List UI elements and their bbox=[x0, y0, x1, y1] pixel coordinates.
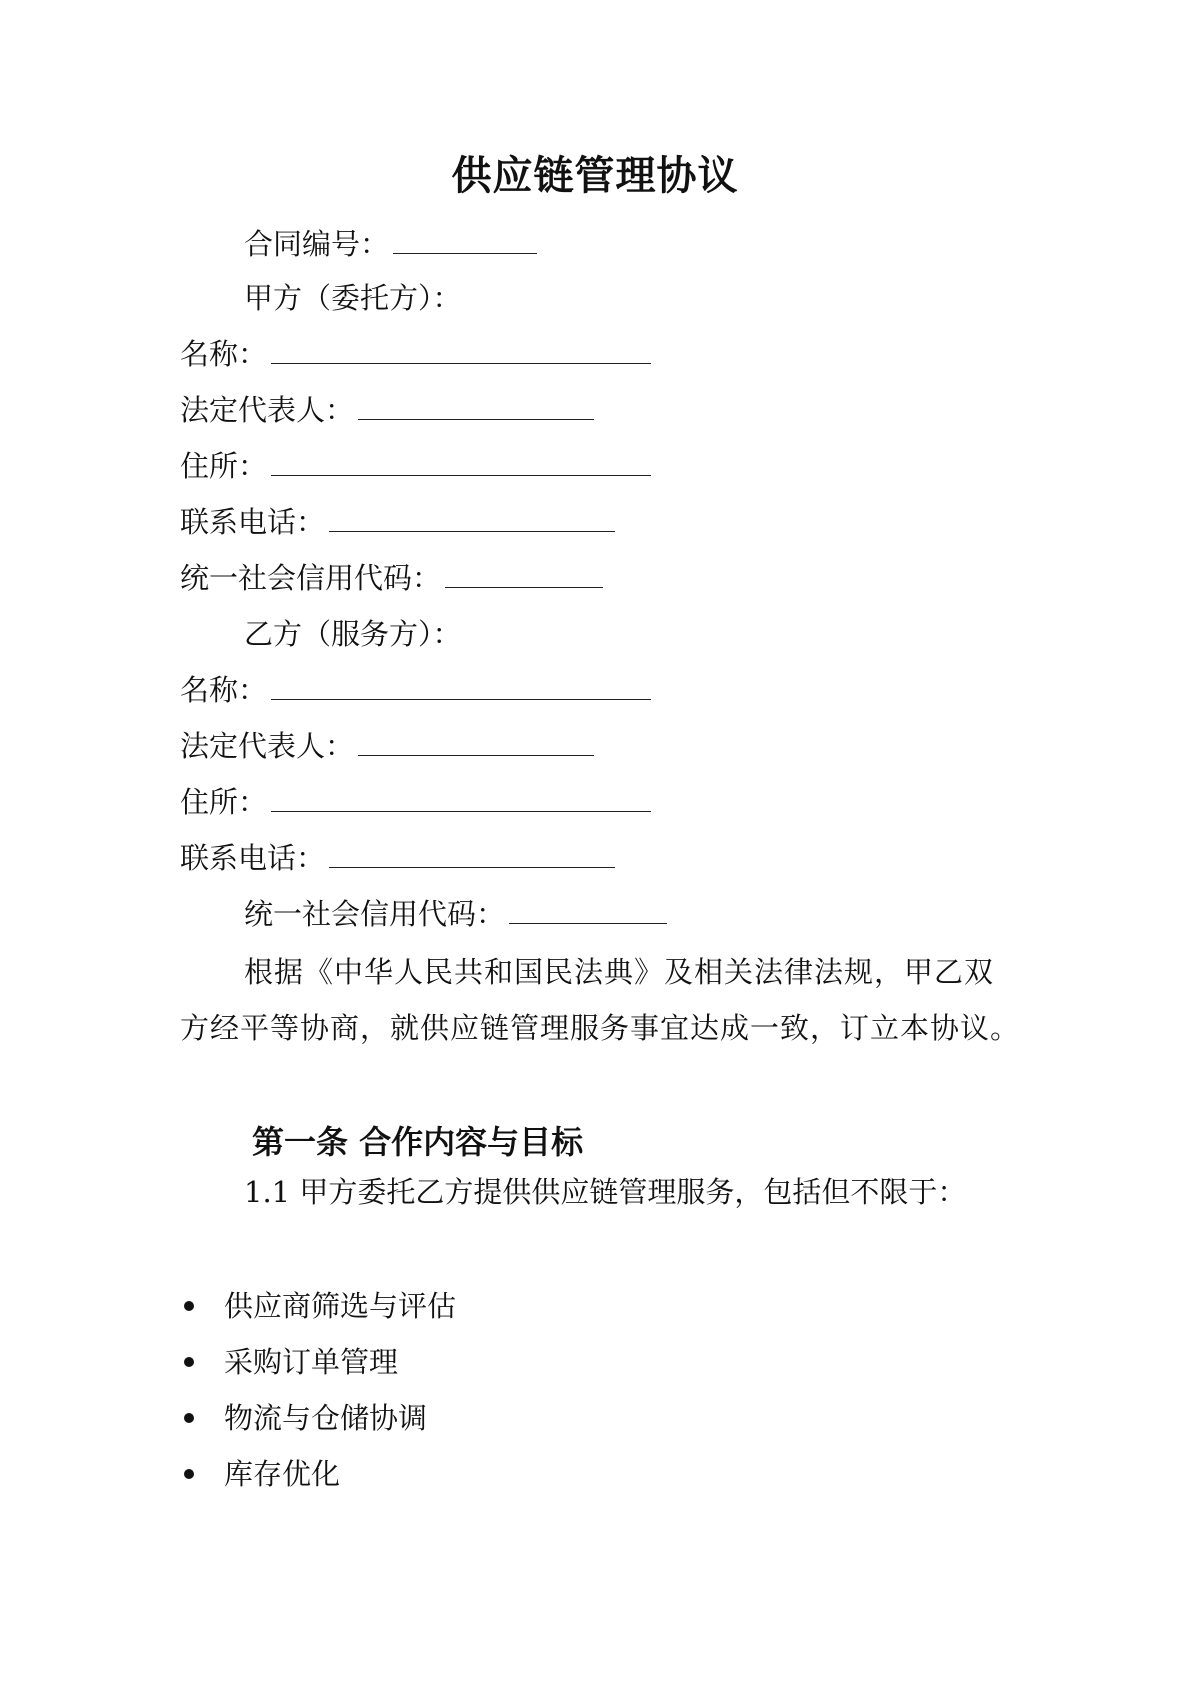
party-b-phone-label: 联系电话： bbox=[180, 841, 326, 875]
party-a-phone-line bbox=[180, 502, 615, 542]
party-a-rep-blank[interactable] bbox=[358, 395, 594, 420]
party-a-address-line bbox=[180, 446, 651, 486]
bullet-icon bbox=[184, 1413, 194, 1423]
bullet-icon bbox=[184, 1357, 194, 1367]
list-item-text: 采购订单管理 bbox=[224, 1345, 399, 1379]
party-a-name-line bbox=[180, 334, 651, 374]
bullet-icon bbox=[184, 1301, 194, 1311]
party-b-phone-line bbox=[180, 838, 615, 878]
party-b-rep-blank[interactable] bbox=[358, 731, 594, 756]
clause-1-1: 1.1 甲方委托乙方提供供应链管理服务，包括但不限于： bbox=[244, 1175, 967, 1209]
bullet-icon bbox=[184, 1469, 194, 1479]
party-b-credit-code-line bbox=[244, 894, 667, 934]
party-a-rep-line bbox=[180, 390, 594, 430]
party-a-credit-code-label: 统一社会信用代码： bbox=[180, 561, 442, 595]
party-a-name-blank[interactable] bbox=[271, 339, 651, 364]
list-item-text: 供应商筛选与评估 bbox=[224, 1289, 457, 1323]
party-a-address-blank[interactable] bbox=[271, 451, 651, 476]
list-item-text: 物流与仓储协调 bbox=[224, 1401, 428, 1435]
party-b-name-line bbox=[180, 670, 651, 710]
party-b-credit-code-label: 统一社会信用代码： bbox=[244, 897, 506, 931]
party-b-address-blank[interactable] bbox=[271, 787, 651, 812]
contract-number-line bbox=[244, 224, 537, 264]
party-b-address-line bbox=[180, 782, 651, 822]
party-a-header: 甲方（委托方）： bbox=[244, 281, 462, 315]
party-a-phone-blank[interactable] bbox=[329, 507, 615, 532]
article-1-heading: 第一条 合作内容与目标 bbox=[252, 1123, 584, 1161]
party-a-credit-code-blank[interactable] bbox=[445, 563, 603, 588]
contract-number-blank[interactable] bbox=[393, 229, 537, 254]
document-title: 供应链管理协议 bbox=[451, 153, 739, 199]
party-b-rep-line bbox=[180, 726, 594, 766]
list-item-text: 库存优化 bbox=[224, 1457, 341, 1491]
party-b-header: 乙方（服务方）： bbox=[244, 617, 462, 651]
party-a-address-label: 住所： bbox=[180, 449, 268, 483]
party-b-address-label: 住所： bbox=[180, 785, 268, 819]
party-b-name-blank[interactable] bbox=[271, 675, 651, 700]
party-a-name-label: 名称： bbox=[180, 337, 268, 371]
contract-number-label: 合同编号： bbox=[244, 227, 390, 261]
party-b-rep-label: 法定代表人： bbox=[180, 729, 355, 763]
party-b-credit-code-blank[interactable] bbox=[509, 899, 667, 924]
party-a-rep-label: 法定代表人： bbox=[180, 393, 355, 427]
preamble-paragraph: 根据《中华人民共和国民法典》及相关法律法规，甲乙双方经平等协商，就供应链管理服务事宜达成一致，订立本协议。 bbox=[180, 955, 1021, 1045]
party-b-phone-blank[interactable] bbox=[329, 843, 615, 868]
party-a-phone-label: 联系电话： bbox=[180, 505, 326, 539]
party-b-name-label: 名称： bbox=[180, 673, 268, 707]
party-a-credit-code-line bbox=[180, 558, 603, 598]
